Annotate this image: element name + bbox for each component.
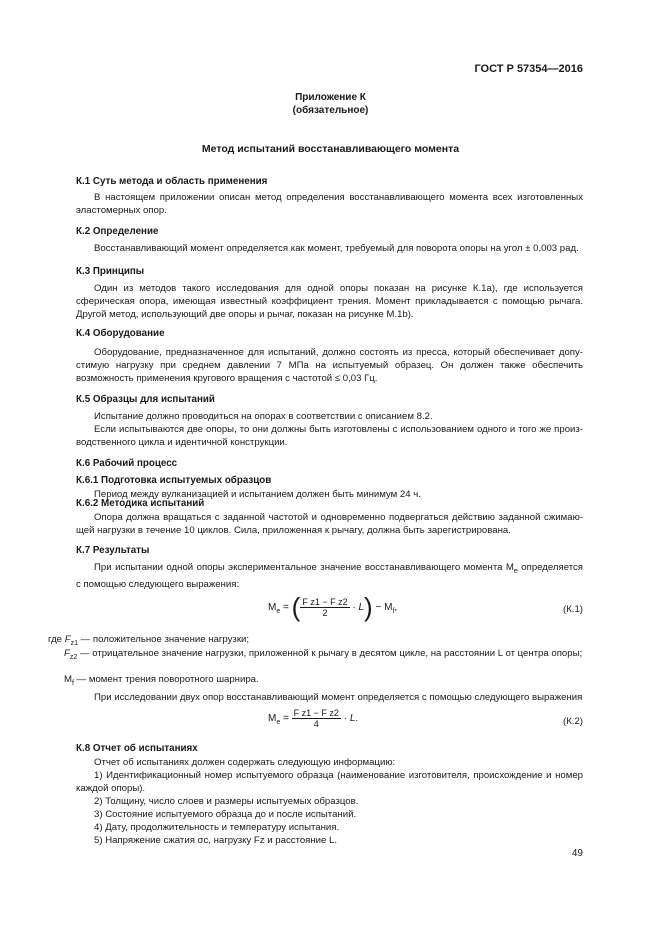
- report-item: 2) Толщину, число слоев и размеры испытуемых образцов.: [94, 796, 359, 807]
- section-k1-heading: К.1 Суть метода и область применения: [76, 176, 268, 187]
- formula-k1-denominator: 2: [322, 608, 328, 618]
- section-k7-heading: К.7 Результаты: [76, 545, 150, 556]
- standard-number: ГОСТ Р 57354—2016: [474, 63, 583, 75]
- legend-fz2: $F_{z2}$ — отрицательное значение нагрузки, приложенной к рычагу в десятом цикле, на расстоянии L от центра опоры;: [64, 648, 583, 661]
- section-k7-two-bearings: При исследовании двух опор восстанавливающий момент определяется с помощью следующего выражения: [94, 692, 583, 703]
- section-k4-text: Оборудование, предназначенное для испытаний, должно состоять из пресса, который обеспечивает допустимую нагрузку при среднем давлении 7 МПа на испытуемый образец. Он должен также обеспечить возможность применения кругового вращения с частотой ≤ 0,03 Гц.: [76, 347, 583, 384]
- section-k8-heading: К.8 Отчет об испытаниях: [76, 743, 198, 754]
- report-item: 1) Идентификационный номер испытуемого образца (наименование изготовителя, происхождение и номер каждой опоры).: [76, 770, 583, 794]
- section-k3-text: Один из методов такого исследования для одной опоры показан на рисунке К.1а), где используется сферическая опора, имеющая известный коэффициент трения. Момент прикладывается с помощью рычага. Другой метод, использующий две опоры и рычаг, показан на рисунке М.1b).: [76, 283, 583, 320]
- formula-k1-numerator: F z1 − F z2: [302, 597, 348, 607]
- appendix-status: (обязательное): [292, 105, 369, 116]
- section-k5-heading: К.5 Образцы для испытаний: [76, 394, 215, 405]
- section-k62-text: Опора должна вращаться с заданной частотой и одновременно подвергаться действию заданной сжимающей нагрузки в течение 10 циклов. Сила, приложенная к рычагу, должна быть зарегистрирована.: [76, 512, 583, 536]
- section-k61-text: Период между вулканизацией и испытанием должен быть минимум 24 ч.: [94, 489, 421, 500]
- section-k2-heading: К.2 Определение: [76, 226, 159, 237]
- appendix-title: Приложение К: [295, 92, 366, 103]
- equation-number-k1: (К.1): [563, 604, 583, 615]
- legend-fz1: где $F_{z1}$ — положительное значение нагрузки;: [48, 634, 250, 647]
- section-k6-heading: К.6 Рабочий процесс: [76, 458, 178, 469]
- document-title: Метод испытаний восстанавливающего момента: [201, 143, 460, 155]
- section-k1-text: В настоящем приложении описан метод определения восстанавливающего момента всех изготовленных эластомерных опор.: [76, 192, 583, 216]
- section-k61-heading: К.6.1 Подготовка испытуемых образцов: [76, 475, 272, 486]
- legend-mf: $M_f$ — момент трения поворотного шарнира.: [64, 674, 259, 687]
- report-item: 4) Дату, продолжительность и температуру испытания.: [94, 822, 340, 833]
- section-k7-intro: При испытании одной опоры экспериментальное значение восстанавливающего момента $M_e$ определяется с помощью следующего выражения:: [76, 562, 583, 590]
- section-k5-text2: Если испытываются две опоры, то они должны быть изготовлены с использованием одного и того же производственного цикла и идентичной конструкции.: [76, 424, 583, 448]
- section-k5-text1: Испытание должно проводиться на опорах в соответствии с описанием 8.2.: [94, 411, 433, 422]
- formula-k2: $M_e$ = $\frac{\text{F z1 − F z2}}{4}$ · L.: [268, 708, 359, 729]
- section-k2-text: Восстанавливающий момент определяется как момент, требуемый для поворота опоры на угол ± 0,003 рад.: [94, 243, 579, 254]
- section-k8-intro: Отчет об испытаниях должен содержать следующую информацию:: [94, 757, 396, 768]
- formula-k1: $M_e$ = ( $\frac{\text{F z1 − F z2}}{2}$ · $L) - M_f$,: [268, 592, 398, 622]
- section-k62-heading: К.6.2 Методика испытаний: [76, 498, 205, 509]
- equation-number-k2: (К.2): [563, 716, 583, 727]
- report-item: 3) Состояние испытуемого образца до и после испытаний.: [94, 809, 357, 820]
- section-k3-heading: К.3 Принципы: [76, 266, 145, 277]
- section-k4-heading: К.4 Оборудование: [76, 328, 165, 339]
- report-item: 5) Напряжение сжатия σc, нагрузку Fz и расстояние L.: [94, 835, 338, 846]
- page-number: 49: [571, 848, 583, 859]
- formula-k2-denominator: 4: [313, 719, 319, 729]
- formula-k2-numerator: F z1 − F z2: [293, 708, 339, 718]
